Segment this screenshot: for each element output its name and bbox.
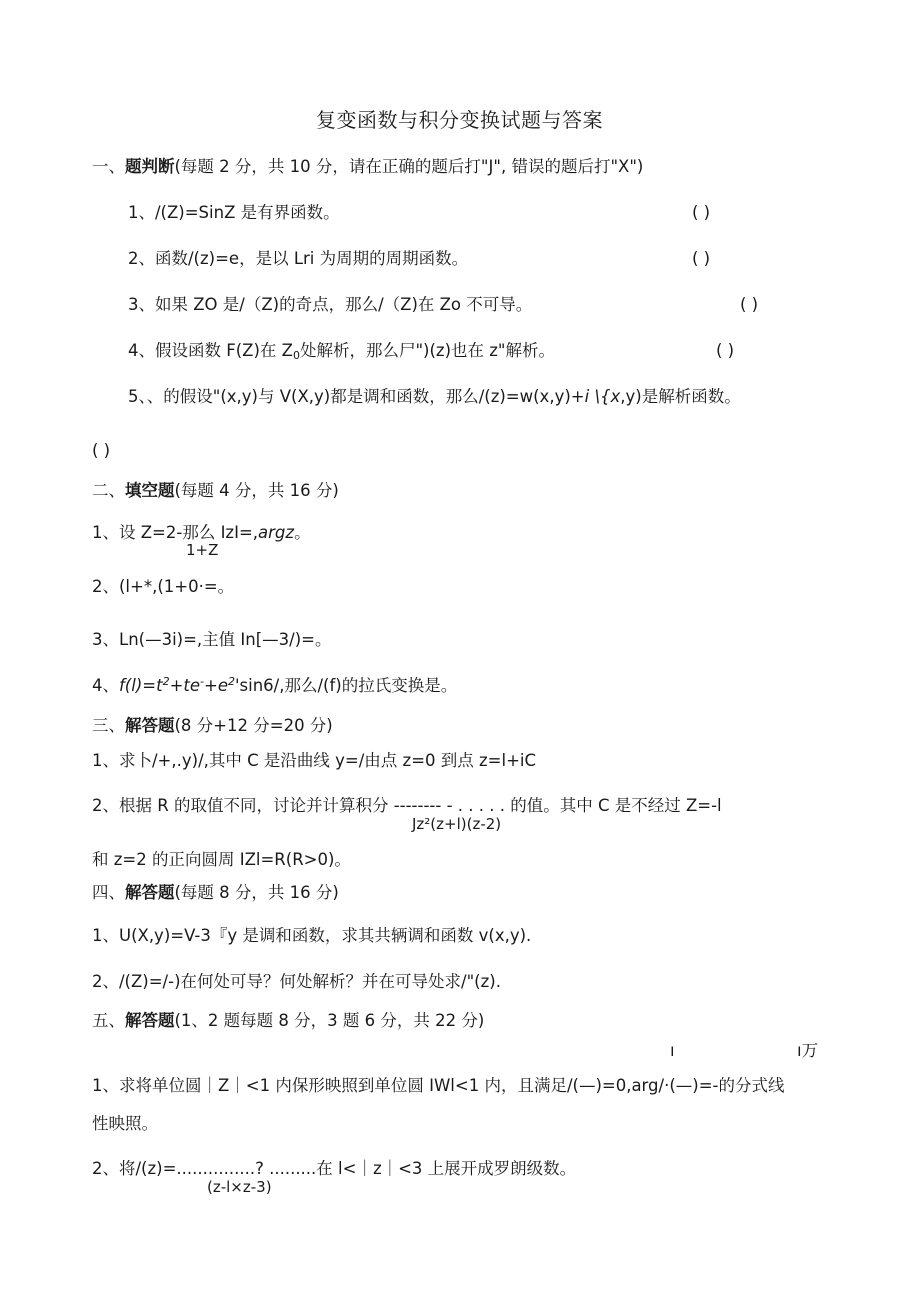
answer-paren-5: ( )	[92, 441, 111, 460]
section-title: 填空题	[125, 481, 175, 500]
item-text: 4、	[92, 676, 119, 695]
item-text-cont: ,y)是解析函数。	[620, 387, 741, 406]
item-italic: f(l)=t	[119, 676, 163, 695]
answer-paren-1: ( )	[692, 203, 711, 222]
solve-item-2: 2、/(Z)=/-)在何处可导？何处解析？并在可导处求/"(z).	[92, 972, 501, 991]
solve-item-1: 1、U(X,y)=V-3『y 是调和函数，求其共辆调和函数 v(x,y).	[92, 926, 532, 945]
fill-item-4	[92, 676, 457, 698]
section-title: 解答题	[125, 1011, 175, 1030]
section-number: 五、	[92, 1011, 125, 1030]
fill-item-1	[92, 523, 311, 543]
section-number: 二、	[92, 481, 125, 500]
answer-item-2-cont: 和 z=2 的正向圆周 IZl=R(R>0)。	[92, 850, 351, 869]
section-title: 解答题	[125, 716, 175, 735]
section-5-heading	[92, 1011, 484, 1031]
section-number: 三、	[92, 716, 125, 735]
superscript: -	[200, 675, 204, 688]
section-3-heading	[92, 716, 333, 736]
section-number: 四、	[92, 883, 125, 902]
item-text: 4、假设函数 F(Z)在 Z	[128, 341, 293, 360]
judge-item-2: 2、函数/(z)=e，是以 Lri 为周期的周期函数。	[128, 249, 469, 268]
section-number: 一、	[92, 157, 125, 176]
section-note: (每题 2 分，共 10 分，请在正确的题后打"J", 错误的题后打"X")	[174, 157, 644, 176]
item-text: 5、、的假设"(x,y)与 V(X,y)都是调和函数，那么/(z)=w(x,y)+	[128, 387, 585, 406]
item-italic: i \{x	[584, 387, 621, 406]
section-4-heading	[92, 883, 339, 903]
section-title: 解答题	[125, 883, 175, 902]
answer-paren-2: ( )	[692, 249, 711, 268]
item-text-cont: 'sin6/,那么/(f)的拉氏变换是。	[234, 676, 458, 695]
section-title: 题判断	[125, 157, 175, 176]
fill-item-3: 3、Ln(—3i)=,主值 In[—3/)=。	[92, 630, 332, 649]
answer-item-2-denominator: Jz²(z+l)(z-2)	[412, 815, 502, 833]
section-2-heading	[92, 481, 339, 501]
judge-item-1: 1、/(Z)=SinZ 是有界函数。	[128, 203, 340, 222]
map-item-1: 1、求将单位圆｜Z｜<1 内保形映照到单位圆 IWl<1 内，且满足/(—)=0,arg/·(—)=-的分式线	[92, 1076, 785, 1095]
section-note: (每题 4 分，共 16 分)	[174, 481, 339, 500]
superscript: 2	[227, 675, 235, 688]
answer-paren-4: ( )	[716, 341, 735, 360]
item-italic: +e	[204, 676, 228, 695]
formula-mark-right: ı万	[797, 1041, 819, 1060]
section-note: (每题 8 分，共 16 分)	[174, 883, 339, 902]
page-title: 复变函数与积分变换试题与答案	[316, 108, 603, 132]
answer-paren-3: ( )	[740, 295, 759, 314]
fill-item-2: 2、(l+*,(1+0·=。	[92, 577, 235, 596]
formula-mark-left: ı	[670, 1041, 675, 1060]
section-note: (8 分+12 分=20 分)	[174, 716, 333, 735]
map-item-2-denominator: (z-l×z-3)	[207, 1178, 272, 1196]
map-item-2: 2、将/(z)=...............? .........在 l<｜z｜<3 上展开成罗朗级数。	[92, 1159, 577, 1178]
section-note: (1、2 题每题 8 分，3 题 6 分，共 22 分)	[174, 1011, 485, 1030]
section-1-heading	[92, 157, 643, 177]
answer-item-1: 1、求卜/+,.y)/,其中 C 是沿曲线 y=/由点 z=0 到点 z=l+iC	[92, 751, 537, 770]
judge-item-4	[128, 341, 555, 363]
subscript: 0	[292, 349, 300, 362]
superscript: 2	[162, 675, 170, 688]
judge-item-3: 3、如果 ZO 是/（Z)的奇点，那么/（Z)在 Zo 不可导。	[128, 295, 533, 314]
item-italic: argz	[258, 523, 295, 542]
item-text-cont: 处解析，那么尸")(z)也在 z"解析。	[299, 341, 556, 360]
answer-item-2: 2、根据 R 的取值不同，讨论并计算积分 -------- - . . . . . 的值。其中 C 是不经过 Z=-l	[92, 796, 722, 815]
map-item-1-cont: 性映照。	[92, 1114, 158, 1133]
fill-item-1-denominator: 1+Z	[186, 541, 219, 559]
item-text-cont: 。	[294, 523, 311, 542]
item-italic: +te	[169, 676, 201, 695]
item-text: 1、设 Z=2-那么 IzI=,	[92, 523, 259, 542]
judge-item-5	[128, 387, 741, 407]
